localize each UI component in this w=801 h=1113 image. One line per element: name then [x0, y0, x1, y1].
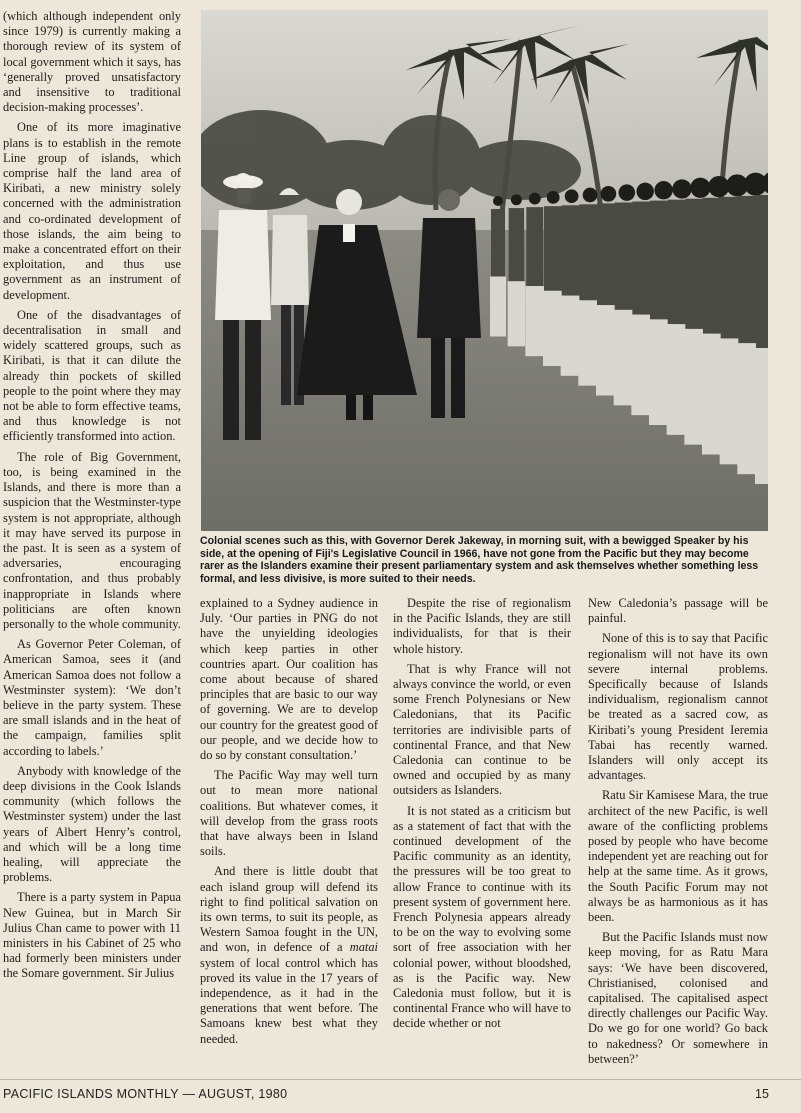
photograph-legislative-council-opening: [201, 10, 768, 531]
paragraph: Despite the rise of regionalism in the Pacific Islands, they are still individualists, for that is their whole history.: [393, 596, 571, 656]
soldier-figure: [511, 194, 522, 205]
soldier-figure: [690, 178, 710, 198]
soldier-figure: [543, 291, 563, 366]
footer-divider: [0, 1079, 801, 1080]
soldier-figure: [525, 286, 544, 356]
photo-caption: Colonial scenes such as this, with Governor Derek Jakeway, in morning suit, with a bewigged Speaker by his side, at the opening of Fiji's Legislative Council in 1966, have not gone from the Pacific but they may become rarer as the Islanders examine their present parliamentary system and ask themselves whether something less formal, and less divisive, is more suited to their needs.: [200, 535, 759, 585]
paragraph: But the Pacific Islands must now keep moving, for as Ratu Mara says: ‘We have been discovered, Christianised, colonised and capitalised. The capitalised aspect directly challenges our Pacific Way. Do we go for one world? Go back to nakedness? Or somewhere in between?’: [588, 930, 768, 1066]
soldier-figure: [508, 281, 525, 346]
soldier-figure: [565, 189, 579, 203]
italic-term: matai: [349, 940, 378, 955]
soldier-figure: [547, 191, 560, 204]
paragraph: As Governor Peter Coleman, of American Samoa, sees it (and American Samoa does not follow a Westminster system): ‘We don’t believe in the party system. These are small islands and in the heat of the campaign, families split according to labels.’: [3, 637, 181, 758]
paragraph: Anybody with knowledge of the deep divisions in the Cook Islands community (which follows the Westminster system) under the last years of Albert Henry’s control, and which will be a long time healing, will appreciate the problems.: [3, 763, 181, 885]
soldier-figure: [672, 179, 691, 198]
soldier-figure: [562, 205, 582, 295]
soldier-figure: [491, 209, 505, 277]
soldier-figure: [601, 186, 617, 202]
soldier-figure: [756, 195, 768, 348]
paragraph: That is why France will not always convince the world, or even some French Polynesians or New Caledonians, that its Pacific territories are indivisible parts of continental France, and that New Caledonia can continue to be owned and occupied by as many outsiders as Islanders.: [393, 661, 571, 798]
soldier-figure: [636, 183, 653, 200]
article-column-left: [3, 9, 181, 1071]
soldier-figure: [544, 206, 562, 291]
soldier-figure: [619, 184, 636, 201]
soldier-figure: [526, 207, 543, 286]
paragraph: The Pacific Way may well turn out to mean more national coalitions. But whatever comes, it will develop from the grass roots that have always been in Island soils.: [200, 768, 378, 859]
paragraph: [200, 864, 378, 1046]
soldier-figure: [493, 196, 503, 206]
soldier-figure: [490, 277, 506, 337]
soldier-figure: [755, 348, 768, 484]
paragraph: New Caledonia’s passage will be painful.: [588, 596, 768, 626]
paragraph: explained to a Sydney audience in July. ‘Our parties in PNG do not have the unyielding ideologies which keep parties in other countries apart. Our coalition has come about because of shared principles that are basic to our way of governing. We are to develop our country for the greatest good of our people, and we decide how to do so by constant consultation.’: [200, 596, 378, 763]
paragraph: None of this is to say that Pacific regionalism will not have its own severe internal problems. Specifically because of Islands individualism, regionalism cannot be treated as a sacred cow, as Kiribati’s young President Ieremia Tabai has recently warned. Islanders will only accept its advantages.: [588, 631, 768, 783]
soldier-figure: [509, 208, 524, 281]
text-span: And there is little doubt that each island group will defend its right to find political salvation on its own terms, to suit its people, as Western Samoa fought in the UN, and won, in defence of a: [200, 864, 378, 955]
page-number: 15: [755, 1087, 769, 1101]
paragraph: One of the disadvantages of decentralisation in small and widely scattered groups, such as Kiribati, is that it can dilute the already thin pockets of skilled people to the point where they may not be able to form effective teams, and thus knowledge is not efficiently transformed into action.: [3, 307, 181, 444]
paragraph: (which although independent only since 1979) is currently making a thorough review of its system of local government which it says, has ‘generally proved unsatisfactory and insensitive to traditional decision-making processes’.: [3, 9, 181, 115]
paragraph: The role of Big Government, too, is being examined in the Islands, and there is more than a suspicion that the Westminster-type system is not appropriate, although it may have served its purpose in the past. It is seen as a system of adversaries, encouraging confrontation, and thus probably inappropriate in Islands where politicians are often known personally to the whole community.: [3, 449, 181, 631]
paragraph: One of its more imaginative plans is to establish in the remote Line group of islands, which comprise half the land area of Kiribati, a new ministry solely concerned with the administration and co-ordinated development of those islands, the aim being to make a concentrated effort on their exploitation, and thus use government as an instrument of development.: [3, 120, 181, 302]
soldier-figure: [529, 193, 541, 205]
text-span: system of local control which has proved its value in the 17 years of independence, as it had in the generations that went before. The Samoans knew best what they needed.: [200, 955, 378, 1046]
running-footer: PACIFIC ISLANDS MONTHLY — AUGUST, 1980: [3, 1087, 288, 1101]
paragraph: It is not stated as a criticism but as a statement of fact that with the continued development of the Pacific community as an identity, the pressures will be too great to allow France to continue with its present system of government here. French Polynesia appears already to be on the way to evolving some sort of free association with her colonial power, without bloodshed, as is the Pacific way. New Caledonia must follow, but it is continental France who will have to decide whether or not: [393, 803, 571, 1031]
paragraph: There is a party system in Papua New Guinea, but in March Sir Julius Chan came to power with 11 ministers in his Cabinet of 25 who had formerly been ministers under the Somare government. Sir Julius: [3, 890, 181, 981]
article-column-4: [588, 596, 768, 1072]
soldier-figure: [654, 181, 672, 199]
paragraph: Ratu Sir Kamisese Mara, the true architect of the new Pacific, is well aware of the conflicting problems posed by people who have become independent yet are reaching out for help at the same time. As it grows, the South Pacific Forum may not always be as harmonious as it has been.: [588, 788, 768, 925]
article-column-2: [200, 596, 378, 1072]
soldier-figure: [583, 188, 598, 203]
article-column-3: [393, 596, 571, 1072]
